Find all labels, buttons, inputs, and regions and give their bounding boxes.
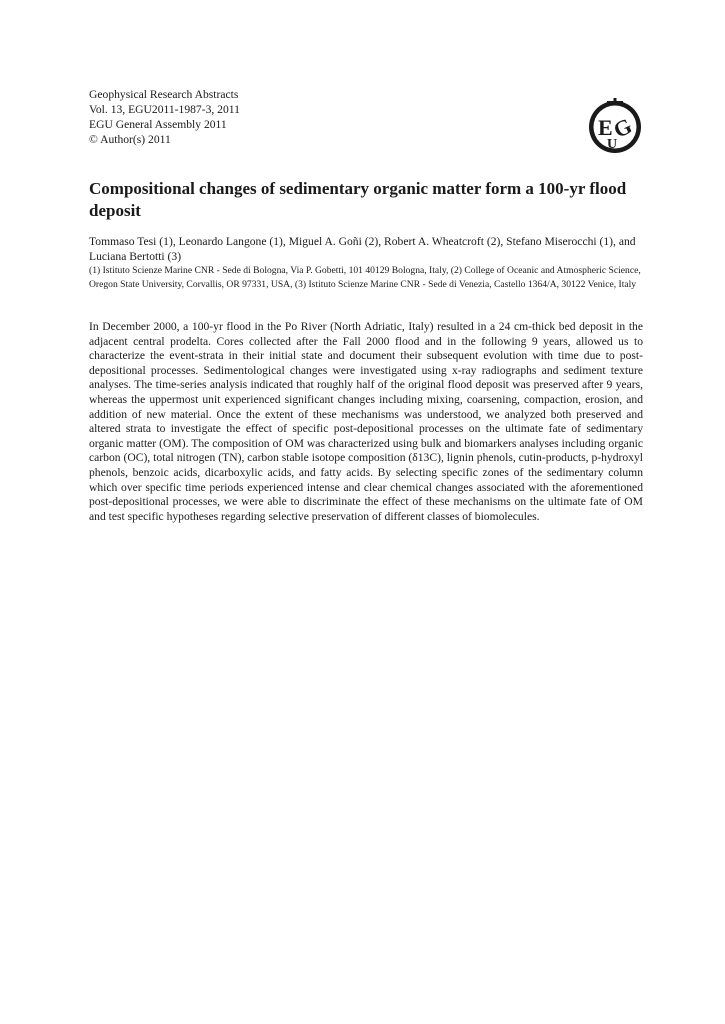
egu-logo-icon: [585, 96, 645, 156]
svg-text:G: G: [609, 112, 636, 143]
assembly-info: EGU General Assembly 2011: [89, 118, 227, 131]
volume-info: Vol. 13, EGU2011-1987-3, 2011: [89, 103, 240, 116]
affiliations: (1) Istituto Scienze Marine CNR - Sede di Bologna, Via P. Gobetti, 101 40129 Bologna, Italy, (2) College of Oceanic and Atmospheric Science, Oregon State University, Corvallis, OR 97331, USA, (3) Istituto Scienze Marine CNR - Sede di Venezia, Castello 1364/A, 30122 Venice, Italy: [89, 265, 641, 290]
svg-text:E: E: [598, 115, 613, 140]
publication-header: [89, 87, 240, 147]
author-list: Tommaso Tesi (1), Leonardo Langone (1), Miguel A. Goñi (2), Robert A. Wheatcroft (2), Stefano Miserocchi (1), and Luciana Bertotti (3): [89, 235, 636, 263]
svg-text:U: U: [607, 137, 618, 152]
copyright-notice: © Author(s) 2011: [89, 133, 171, 146]
journal-name: Geophysical Research Abstracts: [89, 88, 239, 101]
abstract-body: In December 2000, a 100-yr flood in the Po River (North Adriatic, Italy) resulted in a 24 cm-thick bed deposit in the adjacent central prodelta. Cores collected after the Fall 2000 flood and in the following 9 years, allowed us to characterize the event-strata in their initial state and document their subsequent evolution with time due to post-depositional processes. Sedimentological changes were investigated using x-ray radiographs and sediment texture analyses. The time-series analysis indicated that roughly half of the original flood deposit was preserved after 9 years, whereas the uppermost unit experienced significant changes including mixing, coarsening, compaction, erosion, and addition of new material. Once the extent of these mechanisms was understood, we analyzed both preserved and altered strata to investigate the effect of specific post-depositional processes on the ultimate fate of sedimentary organic matter (OM). The composition of OM was characterized using bulk and biomarkers analyses including organic carbon (OC), total nitrogen (TN), carbon stable isotope composition (δ13C), lignin phenols, cutin-products, p-hydroxyl phenols, benzoic acids, dicarboxylic acids, and fatty acids. By selecting specific zones of the sedimentary column which over specific time periods experienced intense and clear chemical changes associated with the aforementioned post-depositional processes, we were able to discriminate the effect of these mechanisms on the ultimate fate of OM and test specific hypotheses regarding selective preservation of different classes of biomolecules.: [89, 320, 643, 523]
paper-title: Compositional changes of sedimentary organic matter form a 100-yr flood deposit: [89, 179, 627, 220]
